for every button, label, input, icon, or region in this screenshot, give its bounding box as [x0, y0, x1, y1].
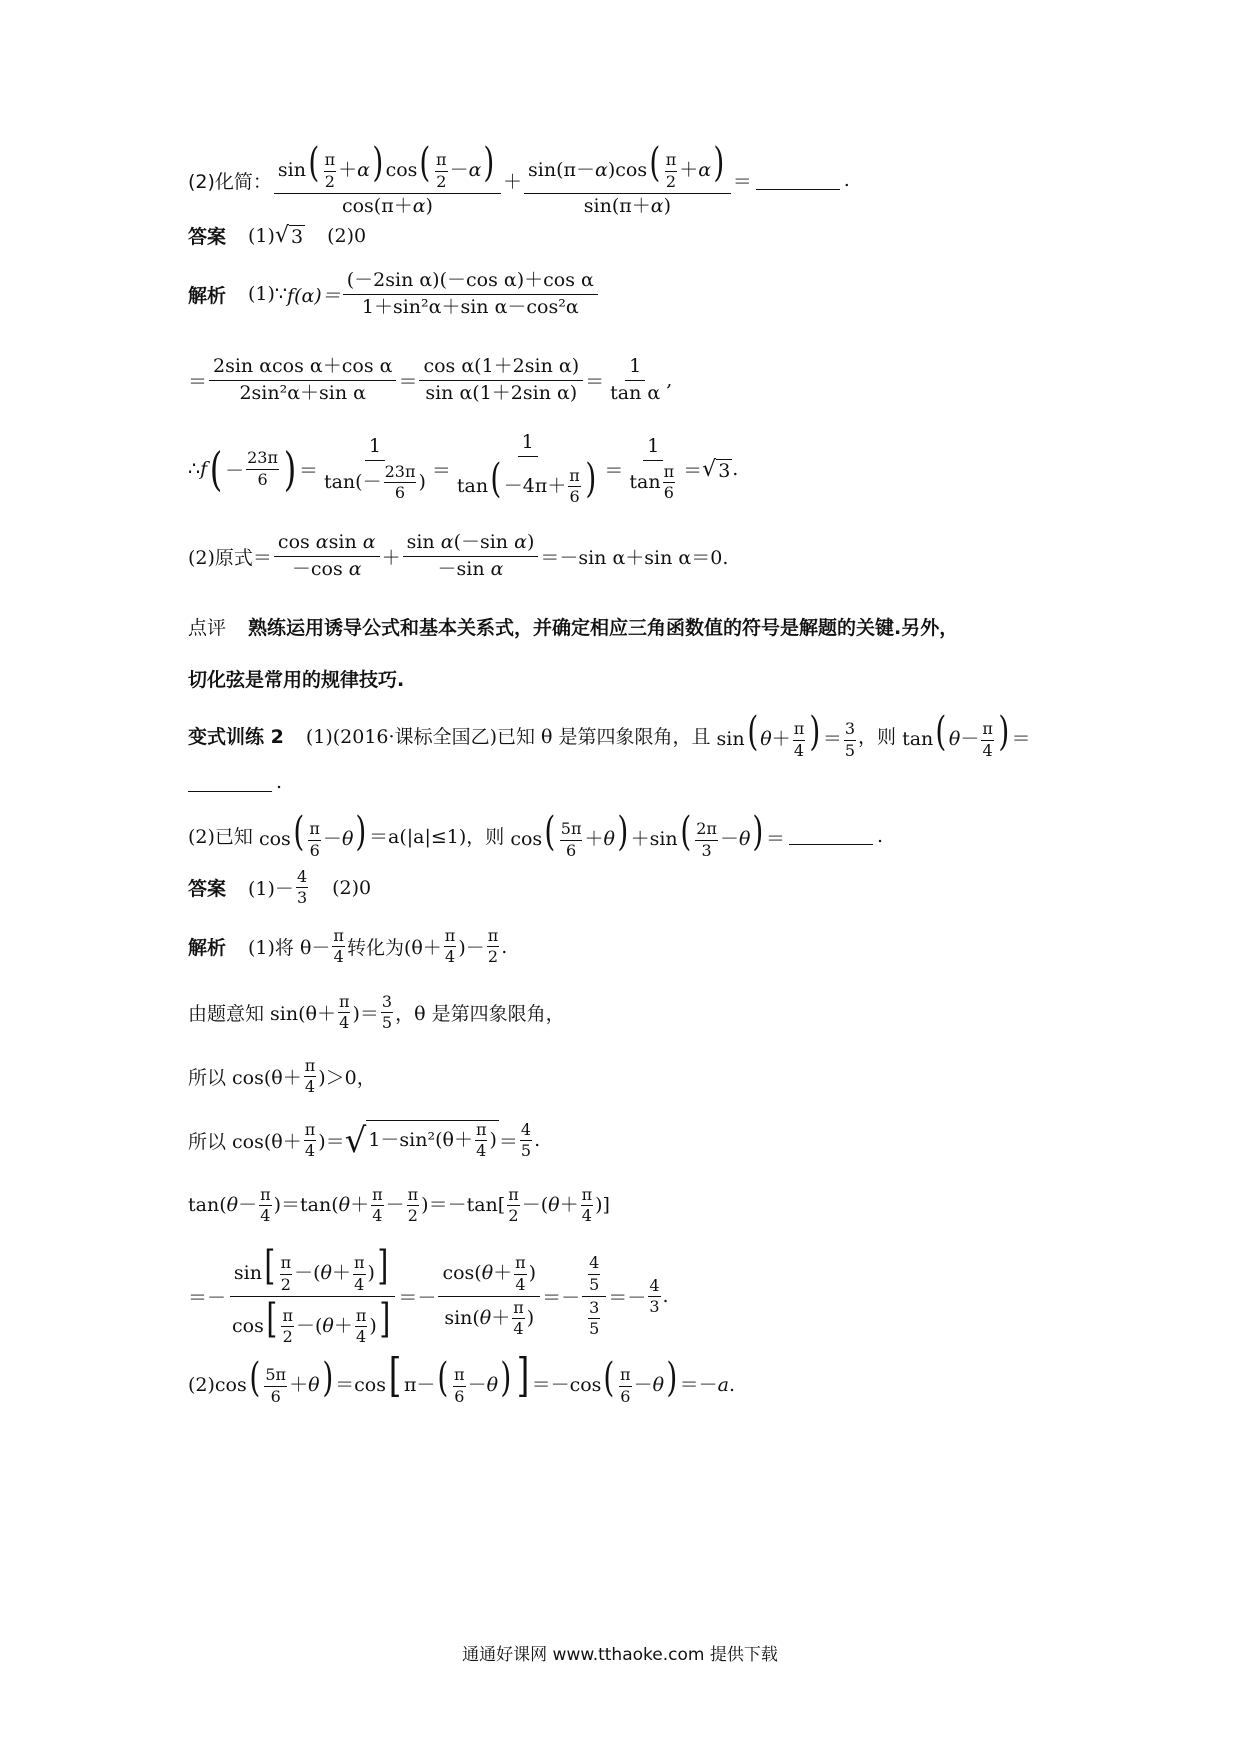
- f-alpha-fraction: $\frac{\text{(－2sin α)(－cos α)＋cos α}}{\text{1＋sin²α＋sin α－cos²α}}$: [343, 270, 598, 319]
- solution-2-line-1: 解析 (1)将 θ－ $\frac{\pi}{4}$ 转化为(θ＋ $\frac{\pi}{4}$ )－ $\frac{\pi}{2}$ .: [188, 926, 508, 967]
- solution-1-line-1: 解析 (1)∵ f(α)＝ $\frac{\text{(－2sin α)(－cos α)＋cos α}}{\text{1＋sin²α＋sin α－cos²α}}$: [188, 270, 600, 319]
- solution-2-line-2: 由题意知 sin(θ＋ $\frac{\pi}{4}$ )＝ $\frac{3}{5}$ ，θ 是第四象限角，: [188, 992, 565, 1033]
- answer-2: 答案 (1)－ $\frac{4}{3}$ (2)0: [188, 867, 372, 908]
- solution-2-label: 解析: [188, 937, 227, 960]
- answer-blank: [756, 171, 840, 190]
- solution-2-line-3: 所以 cos(θ＋ $\frac{\pi}{4}$ )＞0，: [188, 1056, 376, 1097]
- solution-1-line-2: ＝ $\frac{\text{2sin αcos α＋cos α}}{\text{2sin²α＋sin α}}$ ＝ $\frac{\text{cos α(1＋2sin α)}}{\text{sin α(1＋2sin α)}}$ ＝ $\frac{1}{\text{tan α}}$ ,: [188, 355, 673, 404]
- comment-label: 点评: [188, 617, 227, 639]
- exercise-label: 变式训练 2: [188, 726, 284, 749]
- answer-1: 答案 (1) √ 3 (2)0: [188, 223, 367, 248]
- answer-2-label: 答案: [188, 878, 227, 901]
- solution-1-part-2: (2)原式＝ $\frac{\text{cos αsin α}}{\text{－cos α}}$ ＋ $\frac{\text{sin α(－sin α)}}{\text{－sin α}}$ ＝－sin α＋sin α＝0.: [188, 531, 729, 580]
- footer-watermark: 通通好课网 www.tthaoke.com 提供下载: [462, 1645, 778, 1665]
- exercise-2-blank: .: [188, 771, 282, 793]
- answer-1-label: 答案: [188, 226, 227, 248]
- simplify-fraction-2: sin(π－α)cos( $\frac{\pi}{2}$ ＋α) sin(π＋α): [524, 143, 731, 218]
- exercise-2-q1: 变式训练 2 (1)(2016·课标全国乙)已知 θ 是第四象限角，且 sin( θ＋ $\frac{\pi}{4}$ ) ＝ $\frac{3}{5}$ ，则 tan( θ－ $\frac{\pi}{4}$ ) ＝: [188, 709, 1031, 760]
- solution-2-line-4: 所以 cos(θ＋ $\frac{\pi}{4}$ )＝ √ 1－sin²(θ＋ $\frac{\pi}{4}$ ) ＝ $\frac{4}{5}$ .: [188, 1119, 541, 1161]
- solution-2-line-5: tan(θ－ $\frac{\pi}{4}$ )＝tan(θ＋ $\frac{\pi}{4}$ － $\frac{\pi}{2}$ )＝－tan[ $\frac{\pi}{2}$ －(θ＋ $\frac{\pi}{4}$ )]: [188, 1185, 610, 1226]
- exercise-2-q2: (2)已知 cos( $\frac{\pi}{6}$ －θ) ＝a(|a|≤1)，则 cos( $\frac{5\pi}{6}$ ＋θ) ＋sin( $\frac{2\pi}{3}$ －θ) ＝ .: [188, 809, 884, 860]
- comment-line-1: 点评 熟练运用诱导公式和基本关系式，并确定相应三角函数值的符号是解题的关键.另外，: [188, 613, 958, 640]
- problem-2-simplify: (2)化简： sin( $\frac{\pi}{2}$ ＋α) cos( $\frac{\pi}{2}$ －α) cos(π＋α) ＋ sin(π－α)cos( $\frac{\pi}{2}$ ＋α) sin(π＋α) ＝ .: [188, 140, 850, 217]
- simplify-fraction-1: sin( $\frac{\pi}{2}$ ＋α) cos( $\frac{\pi}{2}$ －α) cos(π＋α): [274, 143, 501, 218]
- comment-line-2: 切化弦是常用的规律技巧.: [188, 669, 405, 691]
- solution-1-line-3: ∴ f ( － $\frac{23\pi}{6}$ ) ＝ 1 tan(－ $\frac{23\pi}{6}$ ) ＝ 1 tan( －4π＋ $\frac{\pi}{6}$ ) ＝ 1 tan $\frac{\pi}{6}$ ＝ √ 3 .: [188, 431, 739, 507]
- solution-2-line-6: ＝－ sin[ $\frac{\pi}{2}$ －(θ＋ $\frac{\pi}{4}$ )] cos[ $\frac{\pi}{2}$ －(θ＋ $\frac{\pi}{4}$ )] ＝－ cos(θ＋ $\frac{\pi}{4}$ ) sin(θ＋ $\frac{\pi}{4}$ ) ＝－ $\frac{\frac{4}{5}}{\frac{3}{5}}$ ＝－ $\frac{4}{3}$ .: [188, 1243, 669, 1347]
- solution-2-part-2: (2)cos( $\frac{5\pi}{6}$ ＋θ) ＝cos[ π－( $\frac{\pi}{6}$ －θ) ] ＝－cos( $\frac{\pi}{6}$ －θ) ＝－a.: [188, 1348, 736, 1406]
- problem-2-label: (2)化简：: [188, 170, 272, 193]
- solution-1-label: 解析: [188, 284, 227, 307]
